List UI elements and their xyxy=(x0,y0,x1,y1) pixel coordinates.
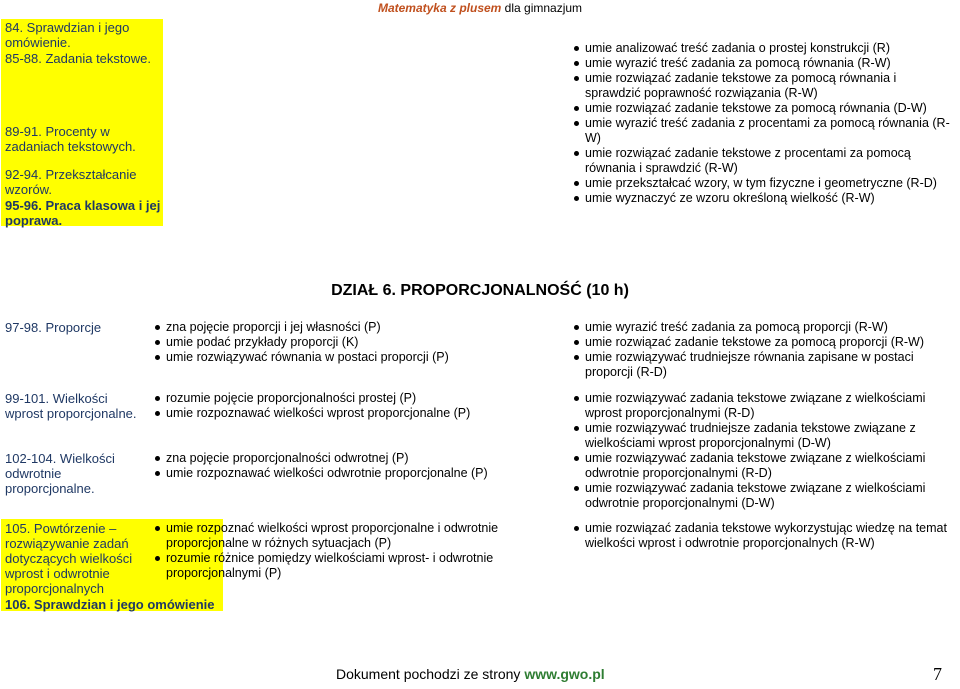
topic-89-91: 89-91. Procenty w zadaniach tekstowych. xyxy=(5,124,136,154)
footer-text: Dokument pochodzi ze strony xyxy=(336,666,525,682)
row-topic: 102-104. Wielkości odwrotnie proporcjonalne. xyxy=(5,451,115,496)
row-topic: 99-101. Wielkości wprost proporcjonalne. xyxy=(5,391,137,421)
top-left-column xyxy=(5,20,161,228)
row-extended xyxy=(571,320,955,380)
basic-item: umie rozpoznawać wielkości odwrotnie proporcjonalne (P) xyxy=(152,466,562,481)
extended-item: umie rozwiązać zadania tekstowe wykorzystując wiedzę na temat wielkości wprost i odwrotnie proporcjonalnych (R-W) xyxy=(571,521,955,551)
row-basic xyxy=(152,320,562,365)
topic-106: 106. Sprawdzian i jego omówienie xyxy=(5,597,215,612)
row-topic: 97-98. Proporcje xyxy=(5,320,102,335)
basic-item: umie rozpoznać wielkości wprost proporcjonalne i odwrotnie proporcjonalne w różnych sytuacjach (P) xyxy=(152,521,570,551)
header-rest: dla gimnazjum xyxy=(501,1,583,15)
extended-item: umie rozwiązywać zadania tekstowe związane z wielkościami wprost proporcjonalnymi (R-D) xyxy=(571,391,955,421)
page-number: 7 xyxy=(933,664,942,684)
basic-item: umie rozpoznawać wielkości wprost proporcjonalne (P) xyxy=(152,406,562,421)
section-title: DZIAŁ 6. PROPORCJONALNOŚĆ (10 h) xyxy=(331,282,629,299)
row-basic xyxy=(152,451,562,481)
top-right-item: umie rozwiązać zadanie tekstowe za pomocą równania (D-W) xyxy=(571,101,955,116)
basic-item: umie podać przykłady proporcji (K) xyxy=(152,335,562,350)
footer-link[interactable]: www.gwo.pl xyxy=(524,666,605,682)
row-basic xyxy=(152,391,562,421)
top-right-item: umie analizować treść zadania o prostej konstrukcji (R) xyxy=(571,41,955,56)
basic-item: rozumie pojęcie proporcjonalności prostej (P) xyxy=(152,391,562,406)
top-right-item: umie rozwiązać zadanie tekstowe za pomocą równania i sprawdzić poprawność rozwiązania (R-W) xyxy=(571,71,955,101)
extended-item: umie rozwiązać zadanie tekstowe za pomocą proporcji (R-W) xyxy=(571,335,955,350)
basic-item: rozumie różnice pomiędzy wielkościami wprost- i odwrotnie proporcjonalnymi (P) xyxy=(152,551,570,581)
top-right-item: umie wyznaczyć ze wzoru określoną wielkość (R-W) xyxy=(571,191,955,206)
topic-85-88: 85-88. Zadania tekstowe. xyxy=(5,51,151,66)
topic-84: 84. Sprawdzian i jego omówienie. xyxy=(5,20,130,50)
row-topic: 105. Powtórzenie – rozwiązywanie zadań dotyczących wielkości wprost i odwrotnie proporcjonalnych xyxy=(5,521,133,596)
extended-item: umie rozwiązywać zadania tekstowe związane z wielkościami odwrotnie proporcjonalnymi (D-W) xyxy=(571,481,955,511)
row-basic xyxy=(152,521,570,581)
top-right-item: umie wyrazić treść zadania z procentami za pomocą równania (R-W) xyxy=(571,116,955,146)
topic-92-94: 92-94. Przekształcanie wzorów. xyxy=(5,167,137,197)
extended-item: umie rozwiązywać trudniejsze równania zapisane w postaci proporcji (R-D) xyxy=(571,350,955,380)
row-extended xyxy=(571,521,955,551)
header-brand: Matematyka z plusem xyxy=(377,1,502,15)
page-header xyxy=(0,1,960,15)
footer xyxy=(336,666,605,682)
top-right-item: umie wyrazić treść zadania za pomocą równania (R-W) xyxy=(571,56,955,71)
extended-item: umie rozwiązywać zadania tekstowe związane z wielkościami odwrotnie proporcjonalnymi (R-D) xyxy=(571,451,955,481)
top-right-item: umie przekształcać wzory, w tym fizyczne i geometryczne (R-D) xyxy=(571,176,955,191)
row-extended xyxy=(571,451,955,511)
extended-item: umie rozwiązywać trudniejsze zadania tekstowe związane z wielkościami wprost proporcjonalnymi (D-W) xyxy=(571,421,955,451)
extended-item: umie wyrazić treść zadania za pomocą proporcji (R-W) xyxy=(571,320,955,335)
row-extended xyxy=(571,391,955,451)
topic-95-96: 95-96. Praca klasowa i jej poprawa. xyxy=(5,198,161,228)
top-right-column xyxy=(571,41,955,206)
basic-item: zna pojęcie proporcji i jej własności (P) xyxy=(152,320,562,335)
basic-item: umie rozwiązywać równania w postaci proporcji (P) xyxy=(152,350,562,365)
basic-item: zna pojęcie proporcjonalności odwrotnej (P) xyxy=(152,451,562,466)
top-right-item: umie rozwiązać zadanie tekstowe z procentami za pomocą równania i sprawdzić (R-W) xyxy=(571,146,955,176)
